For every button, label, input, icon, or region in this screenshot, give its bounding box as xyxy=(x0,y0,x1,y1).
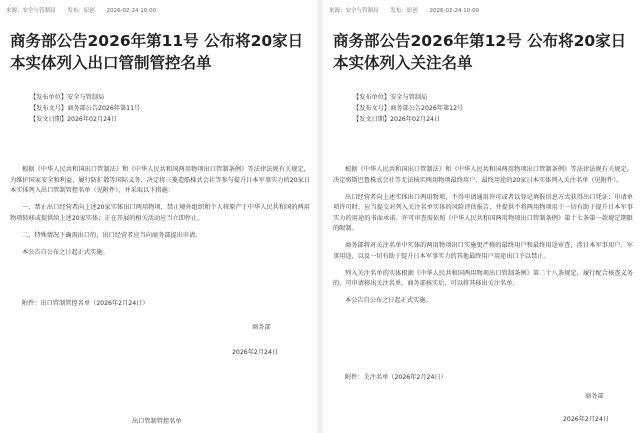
article-meta xyxy=(6,6,166,14)
attachment-title: 出口管制管控名单 xyxy=(132,418,182,425)
paragraph: 本公告自公布之日起正式实施。 xyxy=(22,248,109,256)
paragraph: 商务部将对关注名单中实体的两用物项出口实施更严格的最终用户和最终用途审查，涉日本军事用户、军事用途，以及一切有助于提升日本军事实力的其他最终用户用途出口予以禁止。 xyxy=(333,242,633,260)
meta-publisher: 发布：原创 xyxy=(390,8,418,14)
article-title: 商务部公告2026年第11号 公布将20家日本实体列入出口管制管控名单 xyxy=(10,32,304,72)
sign-date: 2026年2月24日 xyxy=(232,349,279,356)
publish-unit: 【发布单位】安全与管制局 xyxy=(30,94,105,101)
signature: 商务部 xyxy=(252,324,271,331)
meta-date: 2026-02-24 10:00 xyxy=(106,8,157,14)
article-body xyxy=(10,165,310,265)
document-number: 【发布文号】商务部公告2026年第11号 xyxy=(30,105,141,112)
document-left xyxy=(0,0,317,433)
meta-date: 2026-02-24 10:00 xyxy=(429,8,480,14)
article-meta xyxy=(329,6,489,14)
paragraph: 根据《中华人民共和国出口管制法》和《中华人民共和国两用物项出口管制条例》等法律法规有关规定，为维护国家安全和利益，履行防扩散等国际义务，决定将三菱造船株式会社等参与提升日本军事实力的20家日本实体列入出口管制管控名单（见附件），并采取以下措施： xyxy=(10,166,310,194)
paragraph: 根据《中华人民共和国出口管制法》和《中华人民共和国两用物项出口管制条例》等法律法规有关规定，决定将斯巴鲁株式会社等无法核实两用物项最终用户、最终用途的20家日本实体列入关注名单（见附件）。 xyxy=(333,166,633,184)
paragraph: 二、特殊情况下确需出口的，出口经营者应当向商务部提出申请。 xyxy=(22,231,202,239)
article-body xyxy=(333,165,633,313)
sign-date: 2026年2月24日 xyxy=(563,416,610,423)
attachment-label: 附件：出口管制管控名单（2026年2月24日） xyxy=(22,300,149,307)
publish-unit: 【发布单位】安全与管制局 xyxy=(353,94,428,101)
document-right xyxy=(323,0,640,433)
issue-date: 【发文日期】2026年02月24日 xyxy=(353,116,441,123)
paragraph: 本公告自公布之日起正式实施。 xyxy=(345,297,432,304)
publish-info xyxy=(353,92,463,125)
paragraph: 列入关注名单的实体根据《中华人民共和国两用物项出口管制条例》第二十八条规定，履行配合核查义务的，可申请移出关注名单，商务部核实后，可以将其移出关注名单。 xyxy=(333,269,633,287)
meta-source: 来源：安全与管制局 xyxy=(6,8,56,14)
paragraph: 一、禁止出口经营者向上述20家实体出口两用物项，禁止境外组织和个人将原产于中华人民共和国的两用物项转移或提供给上述20家实体；正在开展的相关活动应当立即停止。 xyxy=(10,204,310,222)
signature: 商务部 xyxy=(585,393,604,400)
meta-publisher: 发布：原创 xyxy=(67,8,95,14)
paragraph: 出口经营者向上述实体出口两用物项，不得申请通用许可或者以登记填报信息方式获得出口凭证；申请单项许可时，应当提交对列入关注名单实体的风险评估报告，并提供不将两用物项用于一切有助于提升日本军事实力的用途的书面承诺。许可审查需依照《中华人民共和国两用物项出口管制条例》第十七条第一款规定期限的限制。 xyxy=(333,193,633,232)
meta-source: 来源：安全与管制局 xyxy=(329,8,379,14)
document-number: 【发布文号】商务部公告2026年第12号 xyxy=(353,105,464,112)
attachment-label: 附件：关注名单（2026年2月24日） xyxy=(345,374,447,381)
article-title: 商务部公告2026年第12号 公布将20家日本实体列入关注名单 xyxy=(333,32,627,72)
publish-info xyxy=(30,92,140,125)
issue-date: 【发文日期】2026年02月24日 xyxy=(30,116,118,123)
